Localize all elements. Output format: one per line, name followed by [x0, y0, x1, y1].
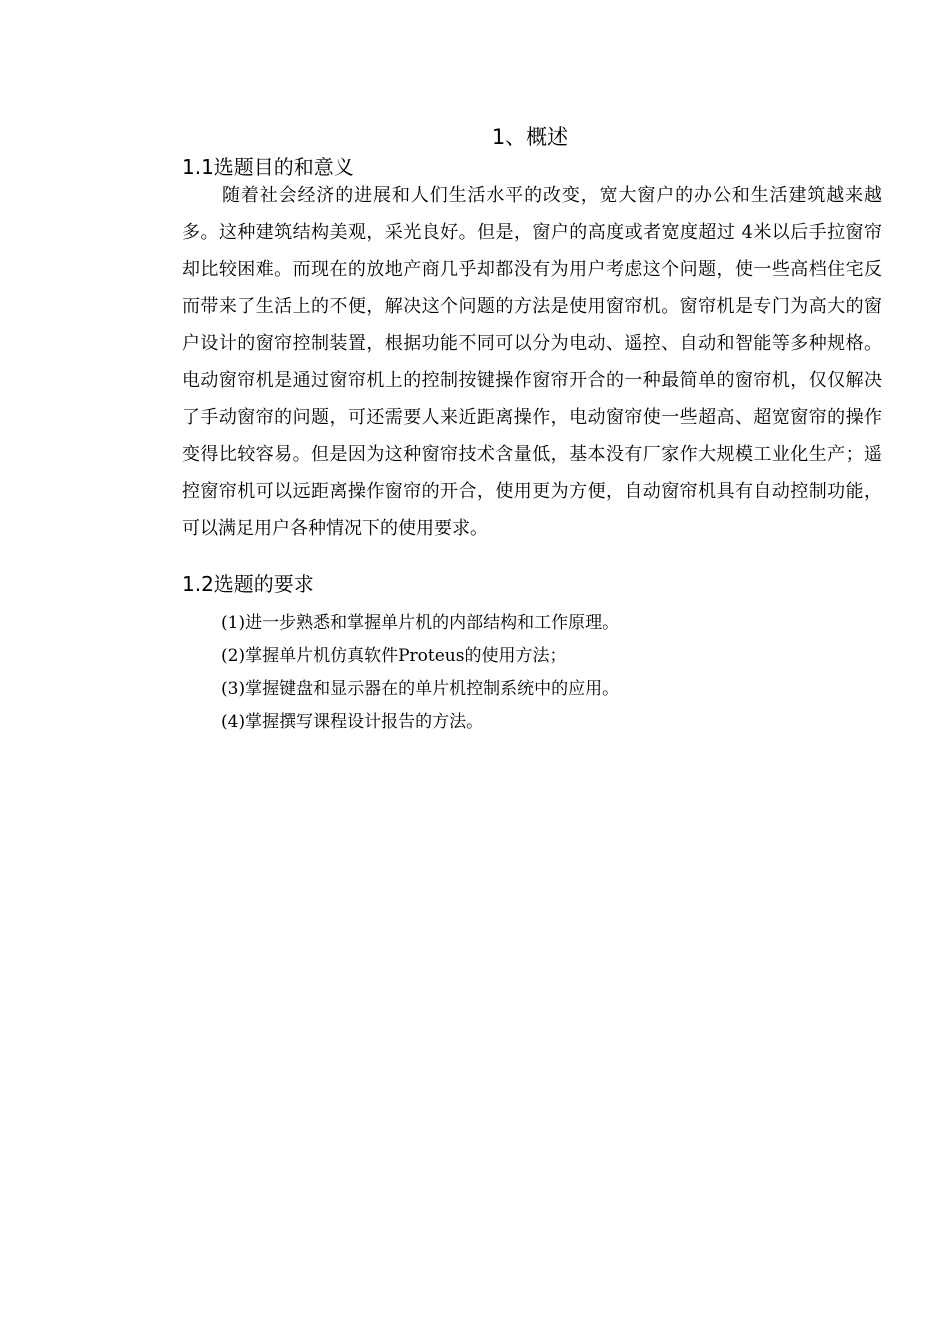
section-heading-1-2: 1.2选题的要求 [182, 572, 314, 596]
requirement-item: (4)掌握撰写课程设计报告的方法。 [221, 712, 484, 732]
section-1-1-paragraph: 随着社会经济的进展和人们生活水平的改变，宽大窗户的办公和生活建筑越来越多。这种建筑结构美观，采光良好。但是，窗户的高度或者宽度超过 4米以后手拉窗帘却比较困难。而现在的放地产商几乎却都没有为用户考虑这个问题，使一些高档住宅反而带来了生活上的不便，解决这个问题的方法是使用窗帘机。窗帘机是专门为高大的窗户设计的窗帘控制装置，根据功能不同可以分为电动、遥控、自动和智能等多种规格。电动窗帘机是通过窗帘机上的控制按键操作窗帘开合的一种最简单的窗帘机，仅仅解决了手动窗帘的问题，可还需要人来近距离操作，电动窗帘使一些超高、超宽窗帘的操作变得比较容易。但是因为这种窗帘技术含量低，基本没有厂家作大规模工业化生产；遥控窗帘机可以远距离操作窗帘的开合，使用更为方便，自动窗帘机具有自动控制功能，可以满足用户各种情况下的使用要求。 [182, 185, 882, 539]
chapter-title: 1、概述 [491, 125, 569, 149]
requirement-item: (2)掌握单片机仿真软件Proteus的使用方法； [221, 646, 567, 666]
requirement-item: (1)进一步熟悉和掌握单片机的内部结构和工作原理。 [221, 613, 620, 633]
requirement-item: (3)掌握键盘和显示器在的单片机控制系统中的应用。 [221, 679, 620, 699]
section-heading-1-1: 1.1选题目的和意义 [182, 155, 354, 179]
requirements-list [221, 607, 619, 739]
